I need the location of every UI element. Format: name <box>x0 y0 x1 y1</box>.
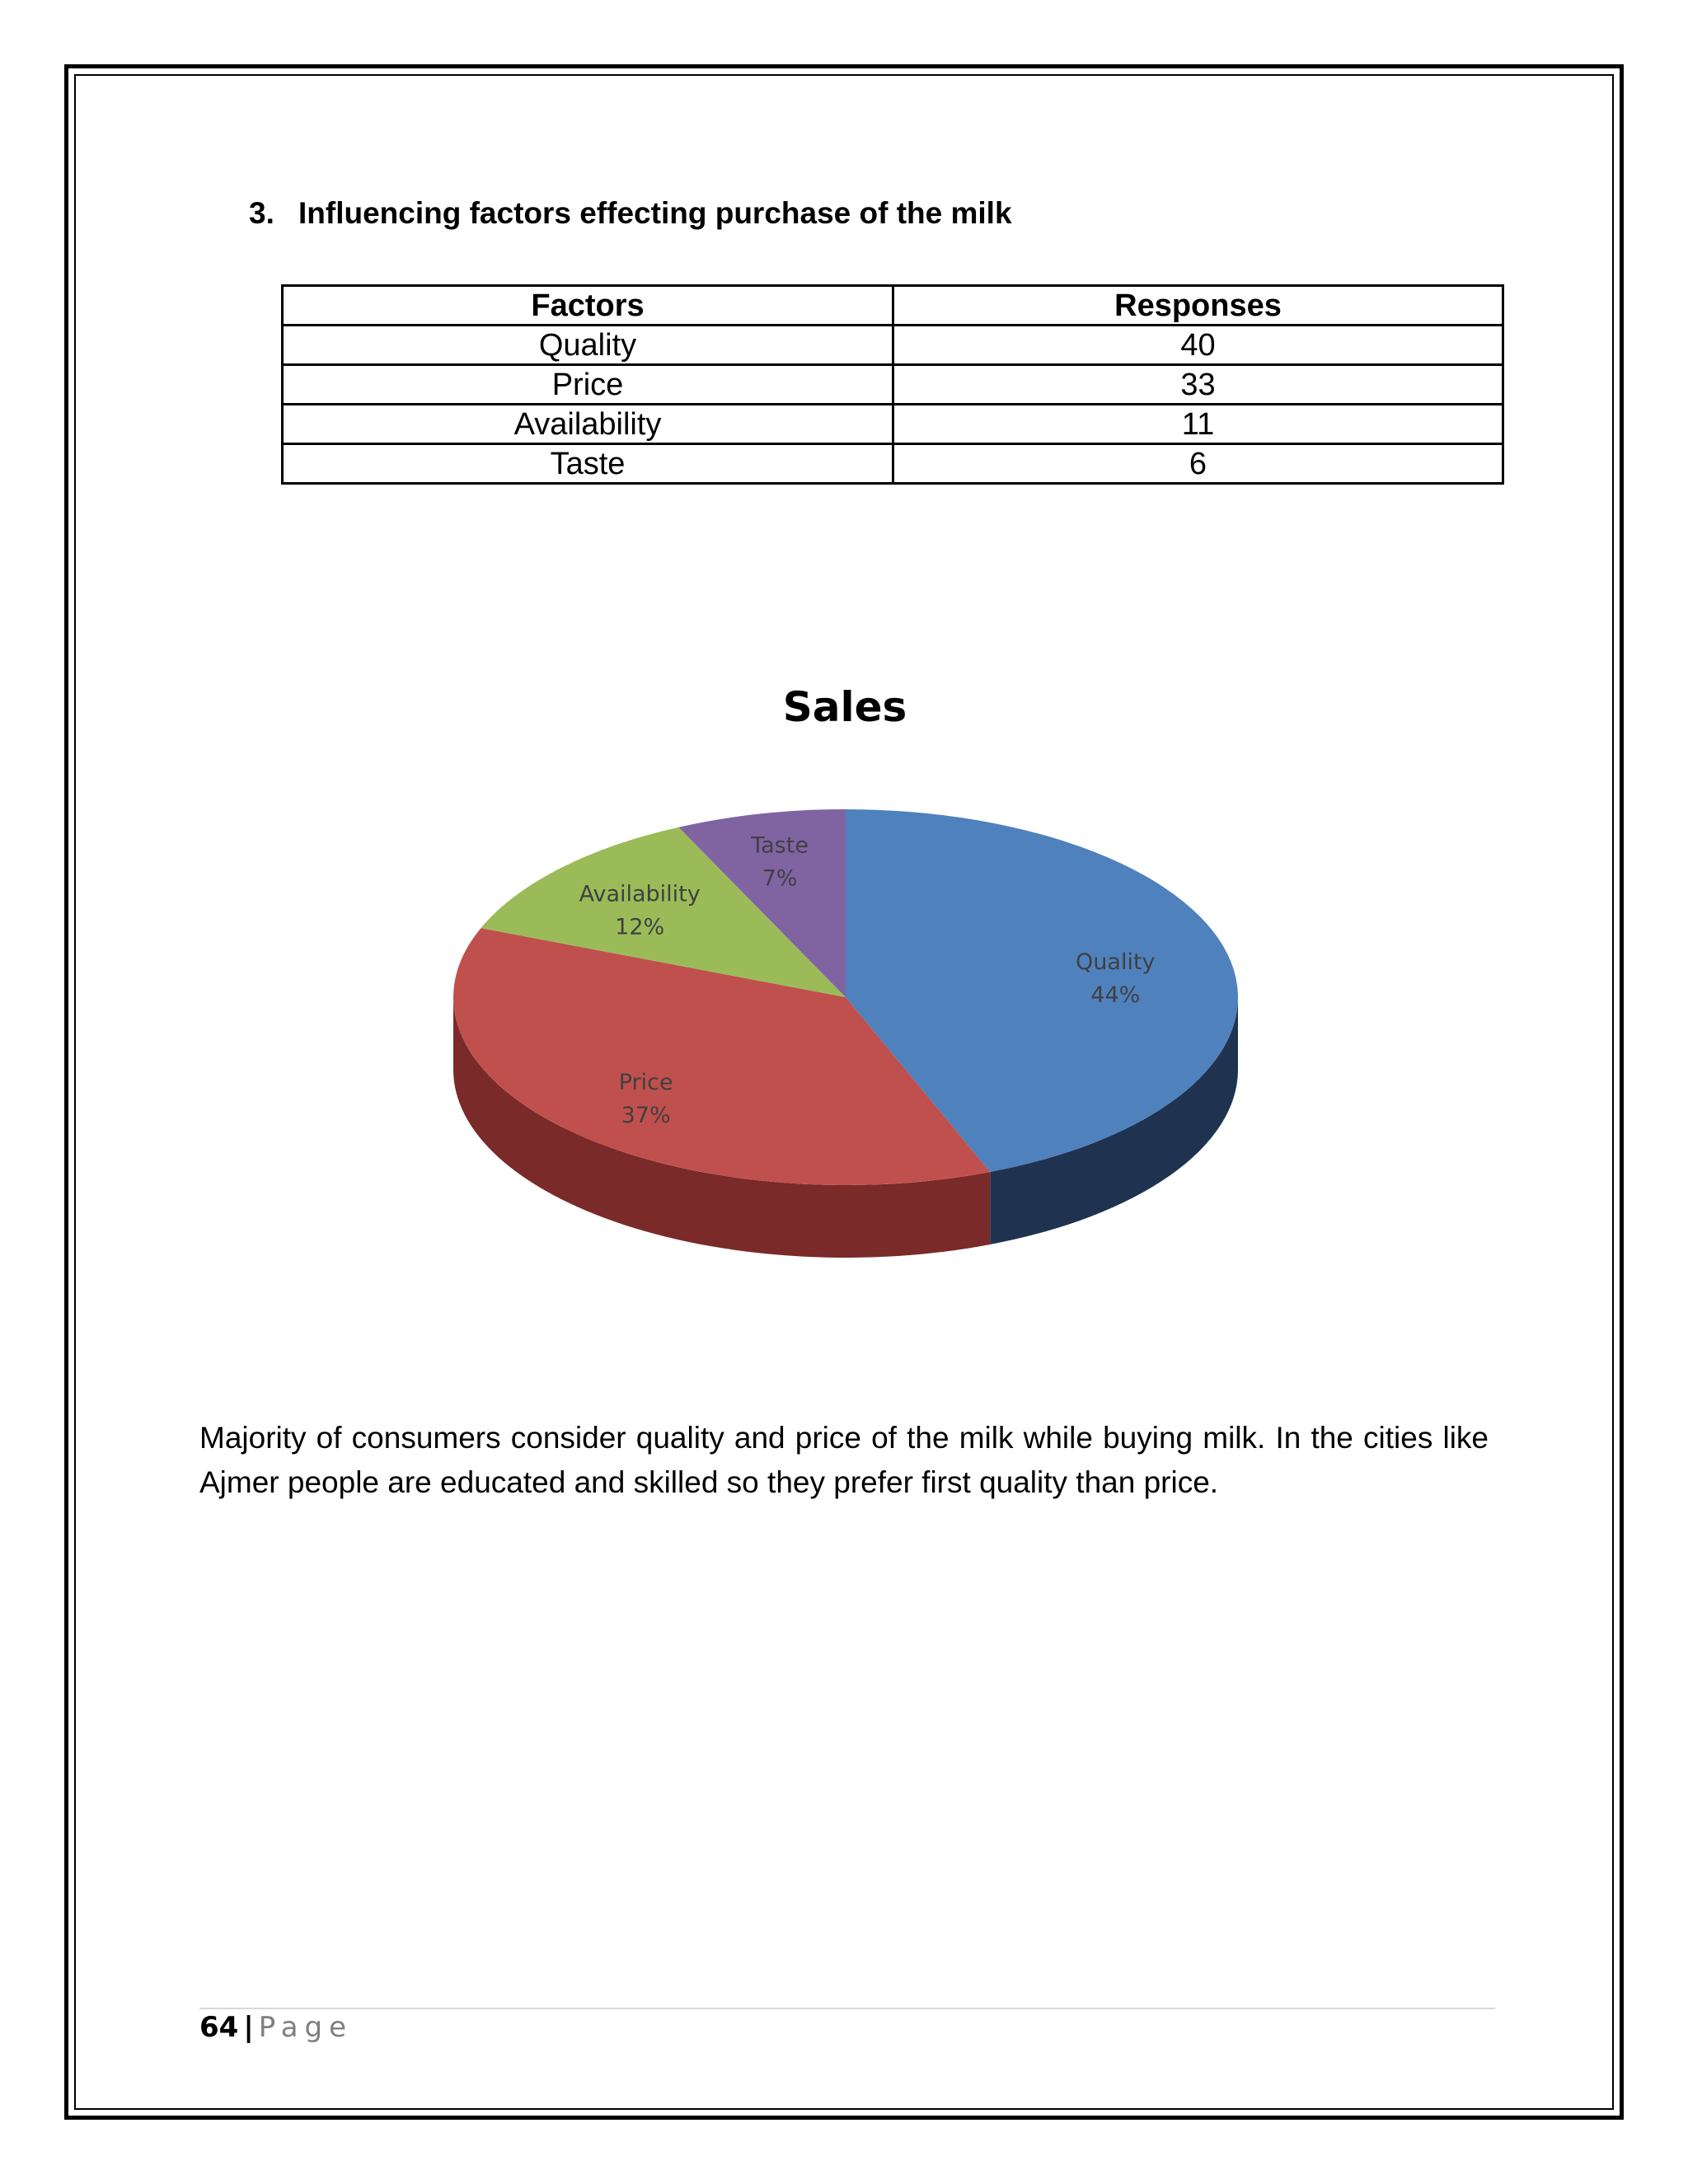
footer-divider <box>199 2008 1495 2009</box>
page-number: 64 <box>199 2011 239 2044</box>
table-header-row <box>283 286 1503 326</box>
page-footer <box>199 2011 353 2044</box>
table-cell-response: 11 <box>893 405 1503 444</box>
pie-label-quality: Quality <box>1076 949 1156 976</box>
page-word: Page <box>258 2011 354 2044</box>
table-row <box>283 405 1503 444</box>
pie-percent-taste: 7% <box>762 865 798 892</box>
table-row <box>283 365 1503 405</box>
pie-label-price: Price <box>618 1070 673 1096</box>
factors-table <box>281 284 1504 485</box>
analysis-paragraph: Majority of consumers consider quality and price of the milk while buying milk. In the cities like Ajmer people are educated and skilled so they prefer first quality than price. <box>199 1421 1489 1499</box>
table-cell-response: 6 <box>893 444 1503 484</box>
chart-title: Sales <box>782 683 907 731</box>
pie-label-taste: Taste <box>751 832 809 859</box>
table-cell-factor: Price <box>283 365 893 405</box>
table-header-responses: Responses <box>893 286 1503 326</box>
section-number: 3. <box>249 196 274 230</box>
section-title: Influencing factors effecting purchase of the milk <box>298 196 1012 230</box>
table-header-factors: Factors <box>283 286 893 326</box>
sales-pie-chart <box>412 659 1286 1319</box>
table-cell-factor: Availability <box>283 405 893 444</box>
pie-label-availability: Availability <box>579 881 701 907</box>
table-row <box>283 444 1503 484</box>
pie-percent-availability: 12% <box>615 914 665 940</box>
table-cell-factor: Taste <box>283 444 893 484</box>
pie-chart-svg <box>412 659 1286 1319</box>
pie-percent-quality: 44% <box>1090 982 1141 1009</box>
table-row <box>283 326 1503 365</box>
pie-percent-price: 37% <box>621 1103 671 1129</box>
table-cell-response: 33 <box>893 365 1503 405</box>
footer-separator: | <box>243 2011 254 2044</box>
table-cell-factor: Quality <box>283 326 893 365</box>
section-heading <box>249 196 1012 231</box>
table-cell-response: 40 <box>893 326 1503 365</box>
